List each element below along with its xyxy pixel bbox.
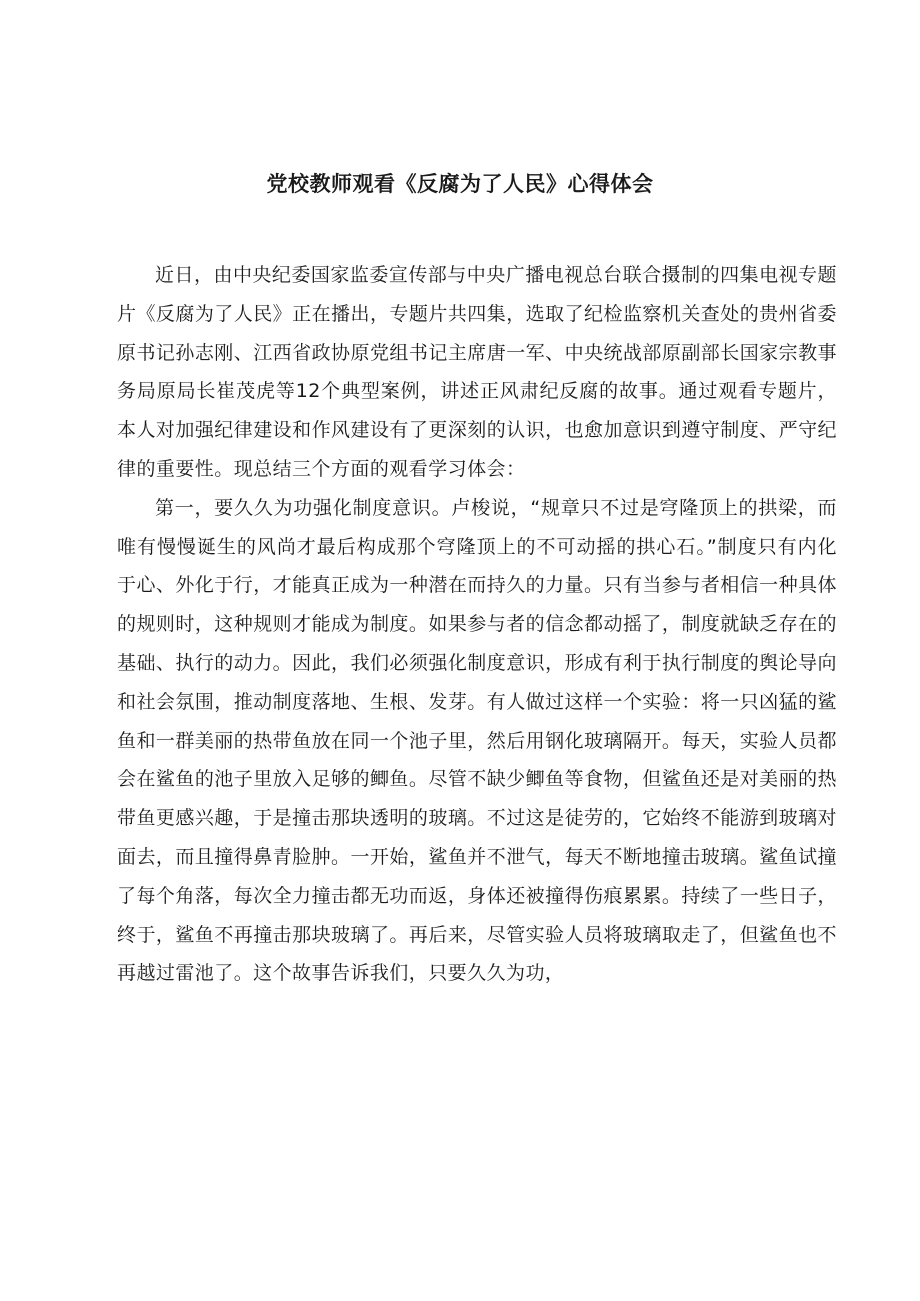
paragraph-first-point: 第一，要久久为功强化制度意识。卢梭说，“规章只不过是穹隆顶上的拱梁，而唯有慢慢诞生的风尚才最后构成那个穹隆顶上的不可动摇的拱心石。”制度只有内化于心、外化于行，才能真正成为一种潜在而持久的力量。只有当参与者相信一种具体的规则时，这种规则才能成为制度。如果参与者的信念都动摇了，制度就缺乏存在的基础、执行的动力。因此，我们必须强化制度意识，形成有利于执行制度的舆论导向和社会氛围，推动制度落地、生根、发芽。有人做过这样一个实验：将一只凶猛的鲨鱼和一群美丽的热带鱼放在同一个池子里，然后用钢化玻璃隔开。每天，实验人员都会在鲨鱼的池子里放入足够的鲫鱼。尽管不缺少鲫鱼等食物，但鲨鱼还是对美丽的热带鱼更感兴趣，于是撞击那块透明的玻璃。不过这是徒劳的，它始终不能游到玻璃对面去，而且撞得鼻青脸肿。一开始，鲨鱼并不泄气，每天不断地撞击玻璃。鲨鱼试撞了每个角落，每次全力撞击都无功而返，身体还被撞得伤痕累累。持续了一些日子，终于，鲨鱼不再撞击那块玻璃了。再后来，尽管实验人员将玻璃取走了，但鲨鱼也不再越过雷池了。这个故事告诉我们，只要久久为功，: [117, 496, 837, 985]
document-title: 党校教师观看《反腐为了人民》心得体会: [266, 172, 654, 196]
paragraph-intro: 近日，由中央纪委国家监委宣传部与中央广播电视总台联合摄制的四集电视专题片《反腐为了人民》正在播出，专题片共四集，选取了纪检监察机关查处的贵州省委原书记孙志刚、江西省政协原党组书记主席唐一军、中央统战部原副部长国家宗教事务局原局长崔茂虎等12个典型案例，讲述正风肃纪反腐的故事。通过观看专题片，本人对加强纪律建设和作风建设有了更深刻的认识，也愈加意识到遵守制度、严守纪律的重要性。现总结三个方面的观看学习体会：: [117, 264, 837, 480]
document-body: [117, 256, 837, 993]
